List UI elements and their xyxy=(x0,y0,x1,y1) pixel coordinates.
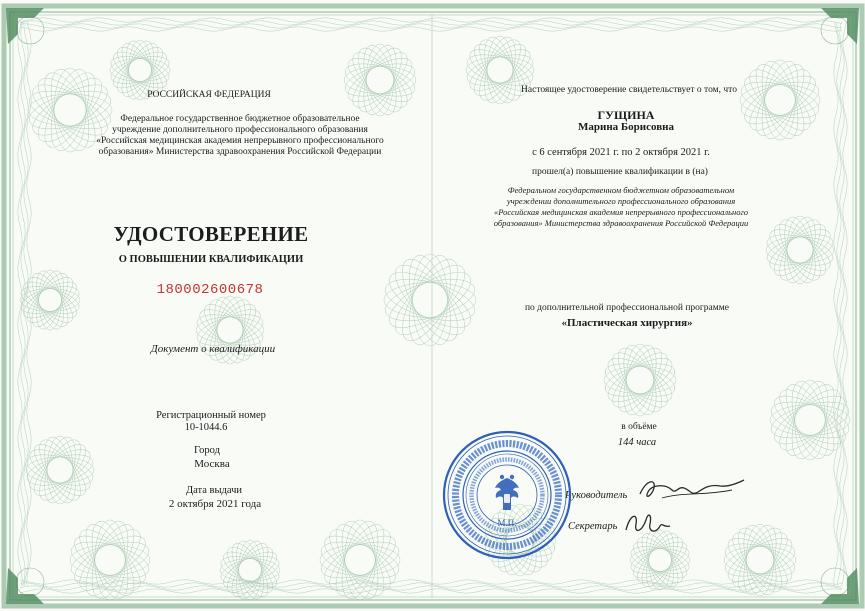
official-seal xyxy=(440,428,574,562)
passed-text: прошел(а) повышение квалификации в (на) xyxy=(532,167,708,177)
document-title: УДОСТОВЕРЕНИЕ xyxy=(113,222,309,246)
city-label: Город xyxy=(194,445,220,456)
head-label: Руководитель xyxy=(565,490,628,501)
training-period: с 6 сентября 2021 г. по 2 октября 2021 г. xyxy=(532,147,710,158)
issuer-line-2: учреждение дополнительного профессионального образования xyxy=(112,125,368,135)
document-number: 180002600678 xyxy=(156,282,264,298)
secretary-signature xyxy=(620,502,680,542)
volume-label: в объёме xyxy=(621,422,657,432)
document-subtitle: О ПОВЫШЕНИИ КВАЛИФИКАЦИИ xyxy=(118,254,304,265)
svg-text:М.П.: М.П. xyxy=(497,518,517,528)
issuer-line-3: «Российская медицинская академия непрерывного профессионального xyxy=(96,136,384,146)
institution-line-3: «Российская медицинская академия непрерывного профессионального xyxy=(493,207,749,217)
issuer-line-1: Федеральное государственное бюджетное образовательное xyxy=(120,114,360,124)
intro-text: Настоящее удостоверение свидетельствует о том, что xyxy=(521,85,737,95)
institution-line-4: образования» Министерства здравоохранения Российской Федерации xyxy=(493,218,749,228)
holder-name: Марина Борисовна xyxy=(577,121,675,133)
country-name: РОССИЙСКАЯ ФЕДЕРАЦИЯ xyxy=(147,90,271,100)
issuer-line-4: образования» Министерства здравоохранения Российской Федерации xyxy=(98,147,382,157)
eagle-emblem-icon xyxy=(495,475,519,510)
holder-surname: ГУЩИНА xyxy=(597,108,655,122)
program-label: по дополнительной профессиональной программе xyxy=(524,303,730,313)
issue-date-label: Дата выдачи xyxy=(185,485,243,496)
issue-date-value: 2 октября 2021 года xyxy=(168,498,262,510)
registration-label: Регистрационный номер xyxy=(156,410,266,421)
document-type: Документ о квалификации xyxy=(150,343,276,355)
city-value: Москва xyxy=(194,458,230,470)
secretary-label: Секретарь xyxy=(568,521,618,532)
registration-number: 10-1044.6 xyxy=(184,422,228,433)
institution-line-1: Федеральном государственном бюджетном образовательном xyxy=(507,185,735,195)
volume-value: 144 часа xyxy=(617,437,657,448)
institution-line-2: учреждении дополнительного профессионального образования xyxy=(506,196,736,206)
program-name: «Пластическая хирургия» xyxy=(561,317,693,329)
